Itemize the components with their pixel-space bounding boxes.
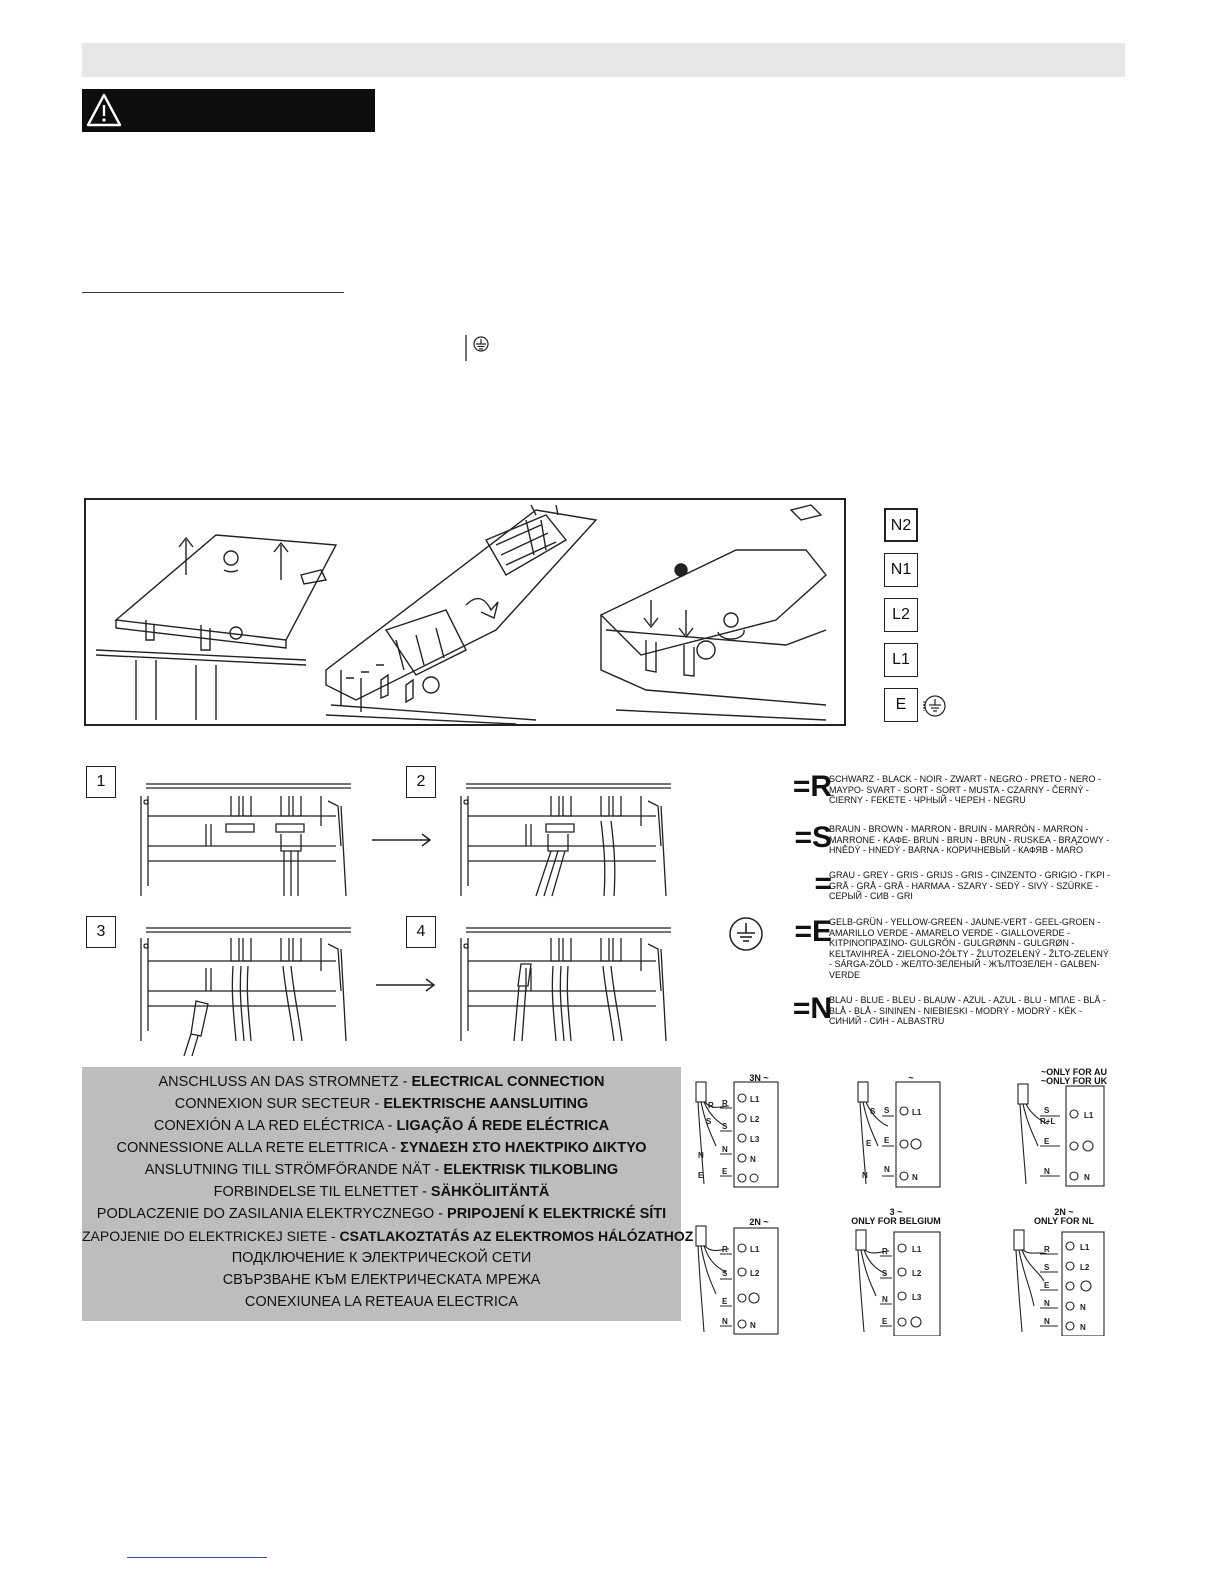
- wire-text: E: [884, 1136, 890, 1145]
- legend-symbol: =N: [792, 992, 832, 1025]
- wiring-drawing: [684, 1214, 804, 1344]
- wiring-drawing: [846, 1066, 966, 1196]
- wiring-diagram-nl: [1004, 1206, 1124, 1336]
- wiring-label: 3 ~ ONLY FOR BELGIUM: [851, 1207, 941, 1226]
- wire-colour-legend: [722, 768, 1122, 1038]
- step-number: 3: [86, 916, 116, 948]
- inline-earth-marker: [465, 334, 497, 362]
- wiring-diagram-single-phase: [846, 1066, 966, 1196]
- terminal-n2: [880, 508, 970, 542]
- title-line: CONEXIUNEA LA RETEAUA ELECTRICA: [244, 1294, 519, 1310]
- terminal-label-column: [880, 508, 970, 724]
- terminal-text: L2: [750, 1269, 760, 1278]
- wire-text: R: [882, 1247, 888, 1256]
- wire-text: N: [698, 1151, 704, 1160]
- terminal-text: N: [750, 1321, 756, 1330]
- wire-text: S: [1044, 1263, 1050, 1272]
- wire-text: N: [862, 1171, 868, 1180]
- step-1-diagram: [86, 766, 346, 916]
- wire-text: E: [866, 1139, 872, 1148]
- wire-text: N: [1044, 1167, 1050, 1176]
- wire-text: R+L: [1040, 1117, 1056, 1126]
- title-line: СВЪРЗВАНЕ КЪМ ЕЛЕКТРИЧЕСКАТА МРЕЖА: [222, 1272, 541, 1288]
- electrical-connection-titles: [82, 1067, 694, 1321]
- title-line: CONNESSIONE ALLA RETE ELETTRICA - ΣΥΝΔΕΣΗ ΣΤΟ ΗΛΕΚΤΡΙΚΟ ΔΙΚΤΥΟ: [116, 1140, 647, 1156]
- terminal-text: N: [1080, 1303, 1086, 1312]
- wiring-label: 2N ~: [749, 1217, 769, 1227]
- terminal-label: L1: [884, 643, 918, 677]
- terminal-label: N1: [884, 553, 918, 587]
- step-number: 1: [86, 766, 116, 798]
- wire-text: S: [706, 1117, 712, 1126]
- step-4-diagram: [406, 916, 666, 1066]
- section-underline: [82, 292, 344, 293]
- wire-text: E: [882, 1317, 888, 1326]
- terminal-label: E: [884, 688, 918, 722]
- legend-text: SCHWARZ - BLACK - NOIR - ZWART - NEGRO - PRETO - NERO - ΜΑΥΡΟ- SVART - SORT - SORT - MUSTA - CZARNY - ČERNÝ - ČIERNY - FEKETE - ЧРНЫЙ - ЧЕРЕН - NEGRU: [829, 774, 1101, 805]
- earth-icon: [750, 1174, 758, 1182]
- wire-text: N: [1044, 1299, 1050, 1308]
- wire-text: N: [884, 1165, 890, 1174]
- title-line: ZAPOJENIE DO ELEKTRICKEJ SIETE - CSATLAKOZTATÁS AZ ELEKTROMOS HÁLÓZATHOZ: [82, 1228, 694, 1244]
- wire-text: E: [1044, 1281, 1050, 1290]
- terminal-block-drawing: [456, 766, 671, 901]
- terminal-n1: [880, 553, 970, 587]
- terminal-text: L1: [1084, 1111, 1094, 1120]
- wiring-label: 2N ~ ONLY FOR NL: [1033, 1207, 1094, 1226]
- terminal-text: L3: [912, 1293, 922, 1302]
- warning-triangle-icon: [82, 89, 142, 132]
- terminal-text: N: [1084, 1173, 1090, 1182]
- wiring-diagram-au-uk: [1004, 1066, 1124, 1196]
- terminal-text: N: [750, 1155, 756, 1164]
- legend-text: GELB-GRÜN - YELLOW-GREEN - JAUNE-VERT - GEEL-GROEN - AMARILLO VERDE - AMARELO VERDE - GIALLOVERDE - ΚΙΤΡΙΝΟΠΡΑΣΙΝΟ- GULGRÖN - GULGRØNN - GULGRØN - KELTAVIHREÄ - ZIELONO-ŻÓŁTY - ŽLUTOZELENÝ - ŽLTO-ZELENÝ - SÁRGA-ZÖLD - ЖЕЛТО-ЗЕЛЕНЫЙ - ЖЪЛТОЗЕЛЕН - GALBEN-VERDE: [829, 917, 1109, 980]
- terminal-text: L2: [750, 1115, 760, 1124]
- terminal-block-drawing: [136, 766, 351, 901]
- legend-text: GRAU - GREY - GRIS - GRIJS - GRIS - CINZENTO - GRIGIO - ΓΚΡΙ - GRÅ - GRÅ - GRÅ - HARMAA - SZARY - SEDÝ - SIVÝ - SZÜRKE - СЕРЫЙ - СИВ - GRI: [829, 870, 1111, 901]
- installation-illustration: [84, 498, 846, 726]
- wire-text: S: [722, 1269, 728, 1278]
- terminal-text: L2: [912, 1269, 922, 1278]
- step-number: 2: [406, 766, 436, 798]
- title-line: ПОДКЛЮЧЕНИЕ К ЭЛЕКТРИЧЕСКОЙ СЕТИ: [231, 1250, 532, 1266]
- terminal-label: N2: [884, 508, 918, 542]
- legend-text: BRAUN - BROWN - MARRON - BRUIN - MARRÓN - MARRON - MARRONE - ΚΑΦΕ- BRUN - BRUN - BRUN - RUSKEA - BRĄZOWY - HNĚDÝ - HNEDÝ - BARNA - КОРИЧНЕВЫЙ - КАФЯВ - MARO: [829, 824, 1110, 855]
- wire-text: E: [1044, 1137, 1050, 1146]
- step-number: 4: [406, 916, 436, 948]
- terminal-e: [880, 688, 970, 722]
- title-line: PODLACZENIE DO ZASILANIA ELEKTRYCZNEGO - PRIPOJENÍ K ELEKTRICKÉ SÍTI: [96, 1206, 667, 1222]
- wire-text: R: [722, 1245, 728, 1254]
- wire-text: S: [722, 1122, 728, 1131]
- step-2-diagram: [406, 766, 666, 916]
- header-bar: [82, 43, 1125, 77]
- terminal-text: L1: [912, 1108, 922, 1117]
- terminal-l2: [880, 598, 970, 632]
- wiring-label: 3N ~: [749, 1073, 769, 1083]
- warning-banner: [82, 89, 375, 132]
- terminal-text: L2: [1080, 1263, 1090, 1272]
- wiring-label: ~: [908, 1073, 914, 1083]
- title-line: ANSLUTNING TILL STRÖMFÖRANDE NÄT - ELEKTRISK TILKOBLING: [144, 1162, 619, 1178]
- wire-text: R: [722, 1099, 728, 1108]
- terminal-block-drawing: [136, 916, 351, 1056]
- wire-text: S: [870, 1107, 876, 1116]
- terminal-text: N: [1080, 1323, 1086, 1332]
- terminal-block-drawing: [456, 916, 671, 1056]
- earth-icon: [922, 694, 948, 718]
- legend-symbol: =: [814, 867, 832, 900]
- wire-text: N: [722, 1145, 728, 1154]
- wire-text: R: [1044, 1245, 1050, 1254]
- terminal-text: L1: [750, 1245, 760, 1254]
- terminal-text: L1: [1080, 1243, 1090, 1252]
- cover-removal-drawing: [86, 500, 844, 724]
- title-line: CONNEXION SUR SECTEUR - ELEKTRISCHE AANSLUITING: [174, 1096, 589, 1112]
- legend-symbol: =E: [794, 915, 832, 948]
- terminal-label: L2: [884, 598, 918, 632]
- legend-text: BLAU - BLUE - BLEU - BLAUW - AZUL - AZUL - BLU - ΜΠΛΕ - BLÅ - BLÅ - BLÅ - SININEN - NIEBIESKI - MODRÝ - MODRÝ - KÉK - СИНИЙ - СИН - ALBASTRU: [829, 995, 1106, 1026]
- terminal-text: L1: [750, 1095, 760, 1104]
- wiring-drawing: [684, 1066, 804, 1196]
- wire-text: N: [1044, 1317, 1050, 1326]
- earth-icon: [465, 334, 497, 362]
- wire-text: N: [882, 1295, 888, 1304]
- wire-text: N: [722, 1317, 728, 1326]
- wiring-label: ~ONLY FOR AU ~ONLY FOR UK: [1040, 1067, 1108, 1086]
- title-line: FORBINDELSE TIL ELNETTET - SÄHKÖLIITÄNTÄ: [213, 1184, 550, 1200]
- wire-text: E: [698, 1171, 704, 1180]
- terminal-l1: [880, 643, 970, 677]
- wire-text: S: [884, 1106, 890, 1115]
- terminal-text: L3: [750, 1135, 760, 1144]
- title-line: CONEXIÓN A LA RED ELÉCTRICA - LIGAÇÃO Á REDE ELÉCTRICA: [153, 1118, 610, 1134]
- wire-text: S: [1044, 1106, 1050, 1115]
- wiring-diagram-belgium: [846, 1206, 966, 1336]
- terminal-text: L1: [912, 1245, 922, 1254]
- wiring-diagram-3n: [684, 1066, 804, 1196]
- wire-text: E: [722, 1167, 728, 1176]
- title-line: ANSCHLUSS AN DAS STROMNETZ - ELECTRICAL CONNECTION: [158, 1074, 605, 1090]
- footer-rule: [127, 1557, 267, 1558]
- wire-text: R: [708, 1101, 714, 1110]
- legend-symbol: =R: [792, 770, 832, 803]
- wiring-diagram-2n: [684, 1214, 804, 1344]
- wire-text: S: [882, 1269, 888, 1278]
- terminal-text: N: [912, 1173, 918, 1182]
- legend-symbol: =S: [794, 821, 832, 854]
- step-3-diagram: [86, 916, 346, 1066]
- wire-text: E: [722, 1297, 728, 1306]
